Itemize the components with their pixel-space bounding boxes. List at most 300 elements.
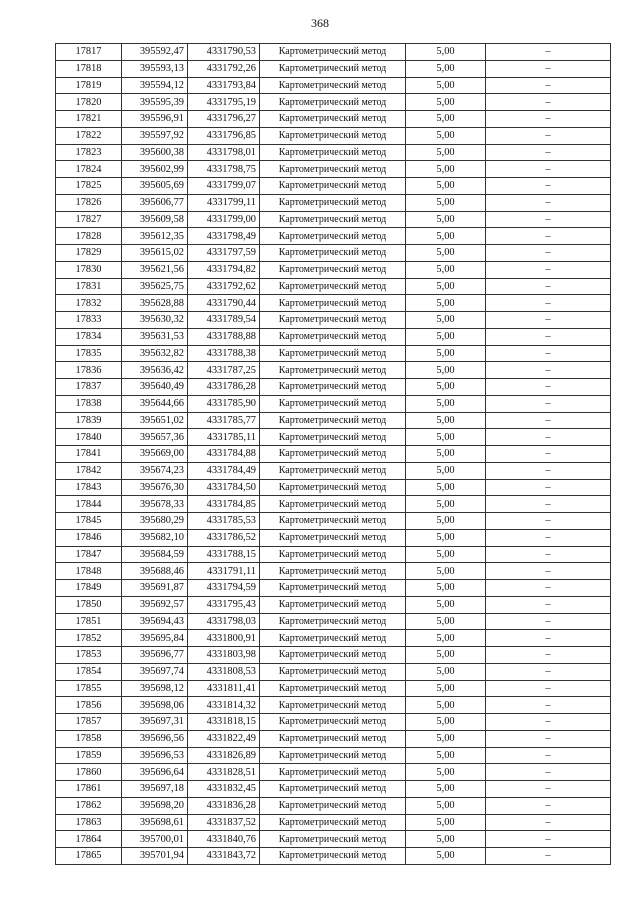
table-row bbox=[56, 161, 611, 178]
method-cell: Картометрический метод bbox=[260, 596, 406, 613]
accuracy-cell: 5,00 bbox=[406, 462, 486, 479]
method-cell: Картометрический метод bbox=[260, 647, 406, 664]
note-cell: – bbox=[486, 127, 611, 144]
y-coordinate-cell: 4331797,59 bbox=[188, 245, 260, 262]
y-coordinate-cell: 4331828,51 bbox=[188, 764, 260, 781]
accuracy-cell: 5,00 bbox=[406, 513, 486, 530]
table-row bbox=[56, 77, 611, 94]
point-number-cell: 17851 bbox=[56, 613, 122, 630]
note-cell: – bbox=[486, 245, 611, 262]
coordinates-table-body bbox=[56, 44, 611, 865]
x-coordinate-cell: 395593,13 bbox=[122, 60, 188, 77]
method-cell: Картометрический метод bbox=[260, 345, 406, 362]
method-cell: Картометрический метод bbox=[260, 462, 406, 479]
point-number-cell: 17842 bbox=[56, 462, 122, 479]
y-coordinate-cell: 4331788,15 bbox=[188, 546, 260, 563]
method-cell: Картометрический метод bbox=[260, 814, 406, 831]
accuracy-cell: 5,00 bbox=[406, 496, 486, 513]
x-coordinate-cell: 395695,84 bbox=[122, 630, 188, 647]
method-cell: Картометрический метод bbox=[260, 211, 406, 228]
x-coordinate-cell: 395697,18 bbox=[122, 781, 188, 798]
table-row bbox=[56, 814, 611, 831]
x-coordinate-cell: 395701,94 bbox=[122, 848, 188, 865]
x-coordinate-cell: 395696,77 bbox=[122, 647, 188, 664]
point-number-cell: 17839 bbox=[56, 412, 122, 429]
method-cell: Картометрический метод bbox=[260, 60, 406, 77]
y-coordinate-cell: 4331784,49 bbox=[188, 462, 260, 479]
y-coordinate-cell: 4331786,28 bbox=[188, 379, 260, 396]
accuracy-cell: 5,00 bbox=[406, 764, 486, 781]
y-coordinate-cell: 4331836,28 bbox=[188, 797, 260, 814]
table-row bbox=[56, 295, 611, 312]
accuracy-cell: 5,00 bbox=[406, 680, 486, 697]
point-number-cell: 17838 bbox=[56, 395, 122, 412]
note-cell: – bbox=[486, 111, 611, 128]
y-coordinate-cell: 4331787,25 bbox=[188, 362, 260, 379]
method-cell: Картометрический метод bbox=[260, 680, 406, 697]
point-number-cell: 17830 bbox=[56, 261, 122, 278]
method-cell: Картометрический метод bbox=[260, 563, 406, 580]
x-coordinate-cell: 395698,61 bbox=[122, 814, 188, 831]
y-coordinate-cell: 4331818,15 bbox=[188, 714, 260, 731]
point-number-cell: 17833 bbox=[56, 312, 122, 329]
point-number-cell: 17832 bbox=[56, 295, 122, 312]
point-number-cell: 17849 bbox=[56, 580, 122, 597]
accuracy-cell: 5,00 bbox=[406, 529, 486, 546]
note-cell: – bbox=[486, 781, 611, 798]
x-coordinate-cell: 395696,56 bbox=[122, 730, 188, 747]
y-coordinate-cell: 4331794,59 bbox=[188, 580, 260, 597]
note-cell: – bbox=[486, 848, 611, 865]
note-cell: – bbox=[486, 144, 611, 161]
table-row bbox=[56, 429, 611, 446]
point-number-cell: 17855 bbox=[56, 680, 122, 697]
point-number-cell: 17824 bbox=[56, 161, 122, 178]
note-cell: – bbox=[486, 613, 611, 630]
y-coordinate-cell: 4331789,54 bbox=[188, 312, 260, 329]
note-cell: – bbox=[486, 94, 611, 111]
x-coordinate-cell: 395657,36 bbox=[122, 429, 188, 446]
method-cell: Картометрический метод bbox=[260, 613, 406, 630]
note-cell: – bbox=[486, 714, 611, 731]
point-number-cell: 17856 bbox=[56, 697, 122, 714]
note-cell: – bbox=[486, 680, 611, 697]
point-number-cell: 17864 bbox=[56, 831, 122, 848]
table-row bbox=[56, 613, 611, 630]
x-coordinate-cell: 395682,10 bbox=[122, 529, 188, 546]
method-cell: Картометрический метод bbox=[260, 245, 406, 262]
accuracy-cell: 5,00 bbox=[406, 111, 486, 128]
x-coordinate-cell: 395669,00 bbox=[122, 446, 188, 463]
x-coordinate-cell: 395696,64 bbox=[122, 764, 188, 781]
y-coordinate-cell: 4331808,53 bbox=[188, 663, 260, 680]
table-row bbox=[56, 529, 611, 546]
x-coordinate-cell: 395606,77 bbox=[122, 194, 188, 211]
method-cell: Картометрический метод bbox=[260, 429, 406, 446]
table-row bbox=[56, 211, 611, 228]
method-cell: Картометрический метод bbox=[260, 127, 406, 144]
note-cell: – bbox=[486, 563, 611, 580]
method-cell: Картометрический метод bbox=[260, 580, 406, 597]
accuracy-cell: 5,00 bbox=[406, 479, 486, 496]
note-cell: – bbox=[486, 44, 611, 61]
method-cell: Картометрический метод bbox=[260, 546, 406, 563]
point-number-cell: 17865 bbox=[56, 848, 122, 865]
note-cell: – bbox=[486, 747, 611, 764]
point-number-cell: 17820 bbox=[56, 94, 122, 111]
point-number-cell: 17858 bbox=[56, 730, 122, 747]
method-cell: Картометрический метод bbox=[260, 379, 406, 396]
accuracy-cell: 5,00 bbox=[406, 245, 486, 262]
y-coordinate-cell: 4331784,88 bbox=[188, 446, 260, 463]
y-coordinate-cell: 4331796,27 bbox=[188, 111, 260, 128]
y-coordinate-cell: 4331843,72 bbox=[188, 848, 260, 865]
point-number-cell: 17844 bbox=[56, 496, 122, 513]
y-coordinate-cell: 4331792,62 bbox=[188, 278, 260, 295]
y-coordinate-cell: 4331814,32 bbox=[188, 697, 260, 714]
page-number: 368 bbox=[311, 16, 329, 30]
table-row bbox=[56, 245, 611, 262]
y-coordinate-cell: 4331785,77 bbox=[188, 412, 260, 429]
point-number-cell: 17828 bbox=[56, 228, 122, 245]
method-cell: Картометрический метод bbox=[260, 278, 406, 295]
y-coordinate-cell: 4331798,75 bbox=[188, 161, 260, 178]
x-coordinate-cell: 395602,99 bbox=[122, 161, 188, 178]
method-cell: Картометрический метод bbox=[260, 94, 406, 111]
y-coordinate-cell: 4331784,50 bbox=[188, 479, 260, 496]
table-row bbox=[56, 647, 611, 664]
note-cell: – bbox=[486, 529, 611, 546]
point-number-cell: 17818 bbox=[56, 60, 122, 77]
y-coordinate-cell: 4331811,41 bbox=[188, 680, 260, 697]
table-row bbox=[56, 94, 611, 111]
point-number-cell: 17819 bbox=[56, 77, 122, 94]
table-row bbox=[56, 563, 611, 580]
y-coordinate-cell: 4331822,49 bbox=[188, 730, 260, 747]
y-coordinate-cell: 4331786,52 bbox=[188, 529, 260, 546]
note-cell: – bbox=[486, 228, 611, 245]
accuracy-cell: 5,00 bbox=[406, 714, 486, 731]
y-coordinate-cell: 4331791,11 bbox=[188, 563, 260, 580]
point-number-cell: 17845 bbox=[56, 513, 122, 530]
x-coordinate-cell: 395696,53 bbox=[122, 747, 188, 764]
x-coordinate-cell: 395612,35 bbox=[122, 228, 188, 245]
point-number-cell: 17826 bbox=[56, 194, 122, 211]
note-cell: – bbox=[486, 814, 611, 831]
point-number-cell: 17834 bbox=[56, 328, 122, 345]
table-row bbox=[56, 60, 611, 77]
table-row bbox=[56, 781, 611, 798]
point-number-cell: 17829 bbox=[56, 245, 122, 262]
point-number-cell: 17836 bbox=[56, 362, 122, 379]
x-coordinate-cell: 395615,02 bbox=[122, 245, 188, 262]
y-coordinate-cell: 4331785,90 bbox=[188, 395, 260, 412]
method-cell: Картометрический метод bbox=[260, 848, 406, 865]
method-cell: Картометрический метод bbox=[260, 714, 406, 731]
x-coordinate-cell: 395700,01 bbox=[122, 831, 188, 848]
y-coordinate-cell: 4331790,44 bbox=[188, 295, 260, 312]
method-cell: Картометрический метод bbox=[260, 77, 406, 94]
x-coordinate-cell: 395698,12 bbox=[122, 680, 188, 697]
method-cell: Картометрический метод bbox=[260, 513, 406, 530]
method-cell: Картометрический метод bbox=[260, 781, 406, 798]
x-coordinate-cell: 395674,23 bbox=[122, 462, 188, 479]
point-number-cell: 17841 bbox=[56, 446, 122, 463]
point-number-cell: 17846 bbox=[56, 529, 122, 546]
method-cell: Картометрический метод bbox=[260, 312, 406, 329]
y-coordinate-cell: 4331788,88 bbox=[188, 328, 260, 345]
method-cell: Картометрический метод bbox=[260, 328, 406, 345]
table-row bbox=[56, 831, 611, 848]
y-coordinate-cell: 4331793,84 bbox=[188, 77, 260, 94]
method-cell: Картометрический метод bbox=[260, 362, 406, 379]
note-cell: – bbox=[486, 663, 611, 680]
method-cell: Картометрический метод bbox=[260, 479, 406, 496]
method-cell: Картометрический метод bbox=[260, 797, 406, 814]
note-cell: – bbox=[486, 596, 611, 613]
accuracy-cell: 5,00 bbox=[406, 60, 486, 77]
note-cell: – bbox=[486, 412, 611, 429]
method-cell: Картометрический метод bbox=[260, 111, 406, 128]
accuracy-cell: 5,00 bbox=[406, 446, 486, 463]
table-row bbox=[56, 848, 611, 865]
point-number-cell: 17840 bbox=[56, 429, 122, 446]
table-row bbox=[56, 111, 611, 128]
accuracy-cell: 5,00 bbox=[406, 261, 486, 278]
accuracy-cell: 5,00 bbox=[406, 546, 486, 563]
note-cell: – bbox=[486, 395, 611, 412]
note-cell: – bbox=[486, 446, 611, 463]
x-coordinate-cell: 395596,91 bbox=[122, 111, 188, 128]
y-coordinate-cell: 4331785,53 bbox=[188, 513, 260, 530]
point-number-cell: 17862 bbox=[56, 797, 122, 814]
y-coordinate-cell: 4331796,85 bbox=[188, 127, 260, 144]
accuracy-cell: 5,00 bbox=[406, 630, 486, 647]
accuracy-cell: 5,00 bbox=[406, 580, 486, 597]
note-cell: – bbox=[486, 194, 611, 211]
method-cell: Картометрический метод bbox=[260, 831, 406, 848]
y-coordinate-cell: 4331798,03 bbox=[188, 613, 260, 630]
note-cell: – bbox=[486, 580, 611, 597]
x-coordinate-cell: 395605,69 bbox=[122, 178, 188, 195]
table-row bbox=[56, 764, 611, 781]
accuracy-cell: 5,00 bbox=[406, 697, 486, 714]
x-coordinate-cell: 395595,39 bbox=[122, 94, 188, 111]
x-coordinate-cell: 395636,42 bbox=[122, 362, 188, 379]
table-row bbox=[56, 44, 611, 61]
point-number-cell: 17825 bbox=[56, 178, 122, 195]
y-coordinate-cell: 4331799,00 bbox=[188, 211, 260, 228]
accuracy-cell: 5,00 bbox=[406, 379, 486, 396]
note-cell: – bbox=[486, 211, 611, 228]
table-row bbox=[56, 345, 611, 362]
accuracy-cell: 5,00 bbox=[406, 730, 486, 747]
note-cell: – bbox=[486, 328, 611, 345]
accuracy-cell: 5,00 bbox=[406, 178, 486, 195]
note-cell: – bbox=[486, 379, 611, 396]
note-cell: – bbox=[486, 161, 611, 178]
method-cell: Картометрический метод bbox=[260, 228, 406, 245]
note-cell: – bbox=[486, 362, 611, 379]
y-coordinate-cell: 4331840,76 bbox=[188, 831, 260, 848]
accuracy-cell: 5,00 bbox=[406, 211, 486, 228]
table-row bbox=[56, 178, 611, 195]
table-row bbox=[56, 462, 611, 479]
x-coordinate-cell: 395678,33 bbox=[122, 496, 188, 513]
table-row bbox=[56, 362, 611, 379]
point-number-cell: 17852 bbox=[56, 630, 122, 647]
accuracy-cell: 5,00 bbox=[406, 429, 486, 446]
note-cell: – bbox=[486, 697, 611, 714]
note-cell: – bbox=[486, 462, 611, 479]
accuracy-cell: 5,00 bbox=[406, 127, 486, 144]
x-coordinate-cell: 395680,29 bbox=[122, 513, 188, 530]
accuracy-cell: 5,00 bbox=[406, 362, 486, 379]
note-cell: – bbox=[486, 764, 611, 781]
point-number-cell: 17853 bbox=[56, 647, 122, 664]
point-number-cell: 17823 bbox=[56, 144, 122, 161]
point-number-cell: 17835 bbox=[56, 345, 122, 362]
note-cell: – bbox=[486, 546, 611, 563]
method-cell: Картометрический метод bbox=[260, 496, 406, 513]
note-cell: – bbox=[486, 178, 611, 195]
note-cell: – bbox=[486, 797, 611, 814]
table-row bbox=[56, 228, 611, 245]
accuracy-cell: 5,00 bbox=[406, 77, 486, 94]
table-row bbox=[56, 596, 611, 613]
x-coordinate-cell: 395631,53 bbox=[122, 328, 188, 345]
table-row bbox=[56, 144, 611, 161]
x-coordinate-cell: 395698,06 bbox=[122, 697, 188, 714]
y-coordinate-cell: 4331799,07 bbox=[188, 178, 260, 195]
note-cell: – bbox=[486, 261, 611, 278]
accuracy-cell: 5,00 bbox=[406, 848, 486, 865]
point-number-cell: 17860 bbox=[56, 764, 122, 781]
table-row bbox=[56, 714, 611, 731]
accuracy-cell: 5,00 bbox=[406, 161, 486, 178]
y-coordinate-cell: 4331790,53 bbox=[188, 44, 260, 61]
x-coordinate-cell: 395644,66 bbox=[122, 395, 188, 412]
x-coordinate-cell: 395651,02 bbox=[122, 412, 188, 429]
table-row bbox=[56, 697, 611, 714]
accuracy-cell: 5,00 bbox=[406, 596, 486, 613]
point-number-cell: 17863 bbox=[56, 814, 122, 831]
table-row bbox=[56, 546, 611, 563]
point-number-cell: 17847 bbox=[56, 546, 122, 563]
note-cell: – bbox=[486, 730, 611, 747]
point-number-cell: 17854 bbox=[56, 663, 122, 680]
point-number-cell: 17859 bbox=[56, 747, 122, 764]
x-coordinate-cell: 395621,56 bbox=[122, 261, 188, 278]
accuracy-cell: 5,00 bbox=[406, 663, 486, 680]
x-coordinate-cell: 395688,46 bbox=[122, 563, 188, 580]
point-number-cell: 17857 bbox=[56, 714, 122, 731]
x-coordinate-cell: 395594,12 bbox=[122, 77, 188, 94]
table-row bbox=[56, 261, 611, 278]
x-coordinate-cell: 395697,74 bbox=[122, 663, 188, 680]
point-number-cell: 17850 bbox=[56, 596, 122, 613]
note-cell: – bbox=[486, 295, 611, 312]
x-coordinate-cell: 395632,82 bbox=[122, 345, 188, 362]
accuracy-cell: 5,00 bbox=[406, 831, 486, 848]
method-cell: Картометрический метод bbox=[260, 697, 406, 714]
method-cell: Картометрический метод bbox=[260, 395, 406, 412]
y-coordinate-cell: 4331832,45 bbox=[188, 781, 260, 798]
accuracy-cell: 5,00 bbox=[406, 144, 486, 161]
method-cell: Картометрический метод bbox=[260, 764, 406, 781]
y-coordinate-cell: 4331792,26 bbox=[188, 60, 260, 77]
y-coordinate-cell: 4331800,91 bbox=[188, 630, 260, 647]
note-cell: – bbox=[486, 60, 611, 77]
y-coordinate-cell: 4331803,98 bbox=[188, 647, 260, 664]
table-row bbox=[56, 663, 611, 680]
y-coordinate-cell: 4331784,85 bbox=[188, 496, 260, 513]
x-coordinate-cell: 395609,58 bbox=[122, 211, 188, 228]
point-number-cell: 17817 bbox=[56, 44, 122, 61]
accuracy-cell: 5,00 bbox=[406, 781, 486, 798]
x-coordinate-cell: 395628,88 bbox=[122, 295, 188, 312]
accuracy-cell: 5,00 bbox=[406, 328, 486, 345]
table-row bbox=[56, 312, 611, 329]
method-cell: Картометрический метод bbox=[260, 261, 406, 278]
y-coordinate-cell: 4331799,11 bbox=[188, 194, 260, 211]
accuracy-cell: 5,00 bbox=[406, 345, 486, 362]
accuracy-cell: 5,00 bbox=[406, 747, 486, 764]
method-cell: Картометрический метод bbox=[260, 529, 406, 546]
y-coordinate-cell: 4331785,11 bbox=[188, 429, 260, 446]
table-row bbox=[56, 194, 611, 211]
point-number-cell: 17843 bbox=[56, 479, 122, 496]
y-coordinate-cell: 4331798,49 bbox=[188, 228, 260, 245]
method-cell: Картометрический метод bbox=[260, 161, 406, 178]
method-cell: Картометрический метод bbox=[260, 663, 406, 680]
table-row bbox=[56, 797, 611, 814]
accuracy-cell: 5,00 bbox=[406, 563, 486, 580]
x-coordinate-cell: 395630,32 bbox=[122, 312, 188, 329]
method-cell: Картометрический метод bbox=[260, 730, 406, 747]
x-coordinate-cell: 395600,38 bbox=[122, 144, 188, 161]
accuracy-cell: 5,00 bbox=[406, 412, 486, 429]
x-coordinate-cell: 395640,49 bbox=[122, 379, 188, 396]
table-row bbox=[56, 580, 611, 597]
accuracy-cell: 5,00 bbox=[406, 278, 486, 295]
x-coordinate-cell: 395694,43 bbox=[122, 613, 188, 630]
table-row bbox=[56, 513, 611, 530]
note-cell: – bbox=[486, 513, 611, 530]
x-coordinate-cell: 395592,47 bbox=[122, 44, 188, 61]
x-coordinate-cell: 395625,75 bbox=[122, 278, 188, 295]
note-cell: – bbox=[486, 831, 611, 848]
x-coordinate-cell: 395684,59 bbox=[122, 546, 188, 563]
table-row bbox=[56, 412, 611, 429]
note-cell: – bbox=[486, 647, 611, 664]
method-cell: Картометрический метод bbox=[260, 412, 406, 429]
table-row bbox=[56, 680, 611, 697]
accuracy-cell: 5,00 bbox=[406, 613, 486, 630]
coordinates-table bbox=[55, 43, 611, 865]
note-cell: – bbox=[486, 77, 611, 94]
note-cell: – bbox=[486, 479, 611, 496]
method-cell: Картометрический метод bbox=[260, 178, 406, 195]
accuracy-cell: 5,00 bbox=[406, 295, 486, 312]
method-cell: Картометрический метод bbox=[260, 44, 406, 61]
table-row bbox=[56, 747, 611, 764]
x-coordinate-cell: 395692,57 bbox=[122, 596, 188, 613]
note-cell: – bbox=[486, 630, 611, 647]
method-cell: Картометрический метод bbox=[260, 194, 406, 211]
table-row bbox=[56, 496, 611, 513]
table-row bbox=[56, 328, 611, 345]
